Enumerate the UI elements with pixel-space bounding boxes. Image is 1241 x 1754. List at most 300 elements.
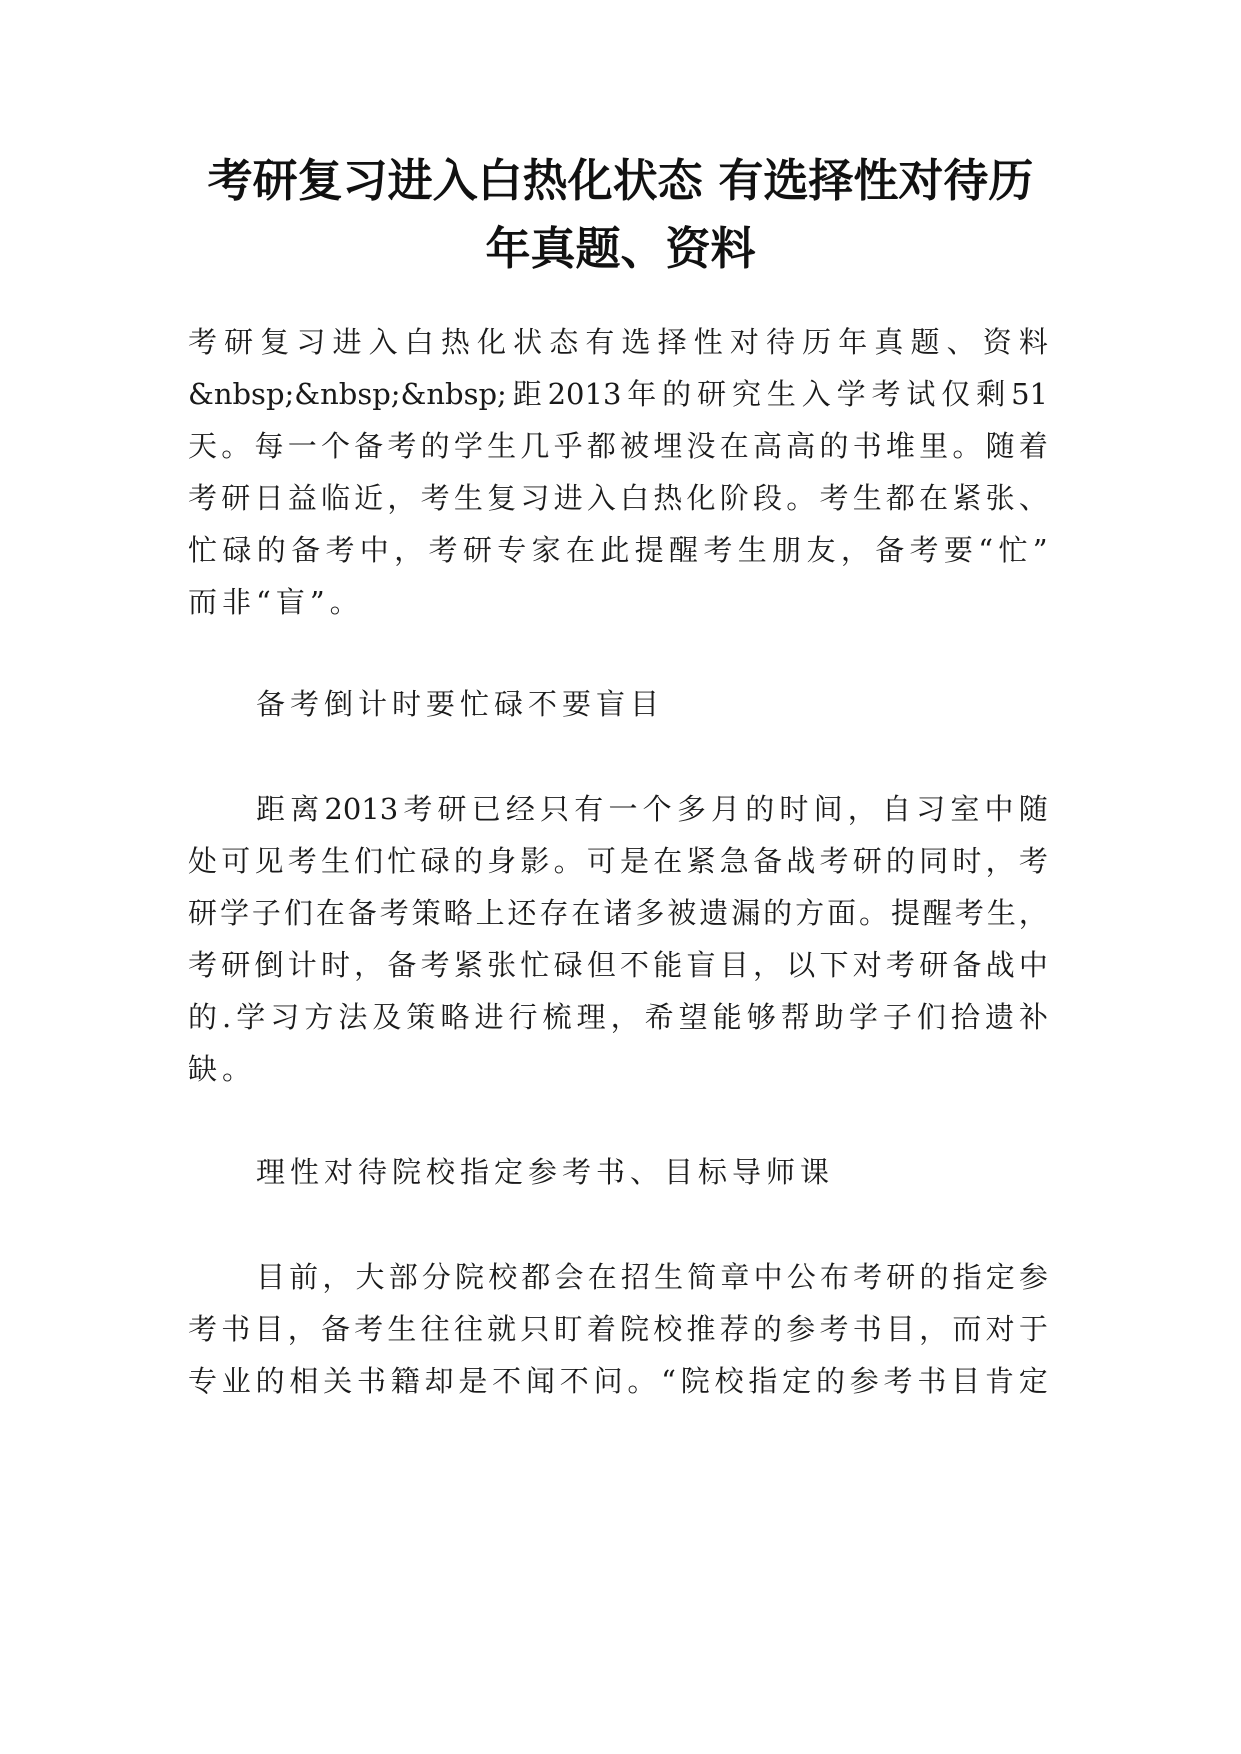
text-token: 备: [752, 844, 782, 878]
text-token: 。: [859, 896, 889, 930]
paragraph-line: [188, 377, 1048, 411]
text-token: 是: [620, 844, 650, 878]
text-token: 考: [883, 1364, 913, 1398]
text-token: 在: [565, 533, 595, 567]
text-token: 研: [852, 844, 882, 878]
text-token: 碌: [553, 948, 583, 982]
text-token: 室: [950, 792, 980, 826]
text-token: 生: [320, 844, 350, 878]
text-token: 略: [440, 1000, 470, 1034]
text-token: 间: [813, 792, 843, 826]
text-token: 考: [703, 533, 733, 567]
section-heading: 理性对待院校指定参考书、目标导师课: [256, 1155, 835, 1189]
text-token: 的: [752, 1312, 782, 1346]
text-token: 被: [667, 896, 697, 930]
text-token: 考: [871, 377, 901, 411]
text-token: 提: [634, 533, 664, 567]
text-token: 学: [219, 896, 249, 930]
text-token: 生: [487, 429, 517, 463]
text-token: 的: [256, 533, 286, 567]
text-token: 研: [221, 481, 251, 515]
text-token: 已: [471, 792, 501, 826]
text-token: 近: [354, 481, 384, 515]
text-token: 们: [916, 1000, 946, 1034]
text-token: 考: [379, 896, 409, 930]
text-token: 里: [919, 429, 949, 463]
text-token: 。: [952, 429, 982, 463]
text-token: 考: [403, 792, 433, 826]
text-token: 前: [289, 1260, 319, 1294]
text-token: 提: [890, 896, 920, 930]
text-token: 月: [711, 792, 741, 826]
text-token: 热: [440, 325, 470, 359]
text-token: 此: [600, 533, 630, 567]
text-token: 下: [819, 948, 849, 982]
text-token: 时: [320, 948, 350, 982]
text-token: ，: [287, 1312, 317, 1346]
text-token: 影: [520, 844, 550, 878]
text-token: 考: [354, 1312, 384, 1346]
text-token: 醒: [922, 896, 952, 930]
text-token: 方: [795, 896, 825, 930]
text-token: 学: [836, 377, 866, 411]
text-token: 都: [521, 1260, 551, 1294]
text-token: 书: [356, 1364, 386, 1398]
text-token: 助: [814, 1000, 844, 1034]
text-token: 们: [354, 844, 384, 878]
text-token: 书: [221, 1312, 251, 1346]
text-token: 堆: [885, 429, 915, 463]
text-token: 的: [919, 1260, 949, 1294]
text-token: 行: [508, 1000, 538, 1034]
text-token: 生: [387, 1312, 417, 1346]
text-token: 计: [287, 948, 317, 982]
text-token: 。: [627, 1364, 657, 1398]
text-token: 定: [1018, 1364, 1048, 1398]
text-token: 面: [827, 896, 857, 930]
text-token: 只: [520, 1312, 550, 1346]
text-token: ，: [919, 1312, 949, 1346]
text-token: 会: [554, 1260, 584, 1294]
text-token: 忙: [998, 533, 1028, 567]
text-token: 简: [687, 1260, 717, 1294]
text-token: 中: [359, 533, 389, 567]
text-token: 白: [404, 325, 434, 359]
text-token: 家: [531, 533, 561, 567]
text-token: 章: [720, 1260, 750, 1294]
text-token: 不: [620, 948, 650, 982]
text-token: 的: [188, 1000, 218, 1034]
paragraph-line: [188, 481, 1048, 515]
text-token: 荐: [719, 1312, 749, 1346]
text-token: 校: [488, 1260, 518, 1294]
text-token: 考: [954, 896, 984, 930]
text-token: 不: [559, 1364, 589, 1398]
text-token: 公: [786, 1260, 816, 1294]
text-token: 要: [943, 533, 973, 567]
text-token: 张: [487, 948, 517, 982]
text-token: 见: [254, 844, 284, 878]
text-token: 没: [686, 429, 716, 463]
text-token: 几: [520, 429, 550, 463]
text-token: 经: [505, 792, 535, 826]
text-token: 2013: [547, 377, 622, 411]
text-token: 存: [539, 896, 569, 930]
paragraph-line: 而非“盲”。: [188, 585, 364, 619]
text-token: 够: [746, 1000, 776, 1034]
text-token: 进: [474, 1000, 504, 1034]
text-token: 书: [852, 429, 882, 463]
text-token: 的: [763, 896, 793, 930]
text-token: 能: [712, 1000, 742, 1034]
text-token: 自: [881, 792, 911, 826]
text-token: 的: [815, 1364, 845, 1398]
text-token: 距: [512, 377, 542, 411]
text-token: 略: [443, 896, 473, 930]
text-token: 备: [952, 948, 982, 982]
text-token: 战: [786, 844, 816, 878]
text-token: 目: [951, 1364, 981, 1398]
text-token: “: [978, 533, 994, 567]
text-token: 目: [256, 1260, 286, 1294]
text-token: 的: [819, 429, 849, 463]
text-token: ，: [387, 481, 417, 515]
text-token: 中: [1018, 948, 1048, 982]
text-token: 时: [952, 844, 982, 878]
text-token: 盲: [686, 948, 716, 982]
text-token: 研: [221, 948, 251, 982]
text-token: 考: [420, 481, 450, 515]
text-token: 题: [910, 325, 940, 359]
text-token: 布: [819, 1260, 849, 1294]
text-token: 备: [354, 429, 384, 463]
text-token: 着: [1018, 429, 1048, 463]
text-token: 选: [621, 325, 651, 359]
paragraph-line: [188, 533, 1048, 567]
text-token: 考: [1018, 844, 1048, 878]
text-token: 院: [620, 1312, 650, 1346]
text-token: 生: [766, 377, 796, 411]
text-token: 补: [1018, 1000, 1048, 1034]
text-token: 研: [462, 533, 492, 567]
text-token: 帮: [780, 1000, 810, 1034]
text-token: 但: [586, 948, 616, 982]
text-token: 望: [678, 1000, 708, 1034]
text-token: 校: [653, 1312, 683, 1346]
text-token: 的: [453, 844, 483, 878]
text-token: 状: [513, 325, 543, 359]
text-token: 参: [786, 1312, 816, 1346]
text-token: 生: [453, 481, 483, 515]
text-token: 复: [487, 481, 517, 515]
text-token: 不: [492, 1364, 522, 1398]
text-token: 待: [766, 325, 796, 359]
text-token: 校: [714, 1364, 744, 1398]
text-token: 诸: [603, 896, 633, 930]
text-token: 复: [260, 325, 290, 359]
text-token: 距: [256, 792, 286, 826]
text-token: 法: [338, 1000, 368, 1034]
text-token: 紧: [453, 948, 483, 982]
text-token: 习: [296, 325, 326, 359]
text-token: 的: [662, 377, 692, 411]
text-token: 研: [919, 948, 949, 982]
text-token: 处: [188, 844, 218, 878]
text-token: 年: [838, 325, 868, 359]
text-token: 临: [320, 481, 350, 515]
text-token: 肯: [984, 1364, 1014, 1398]
text-token: 备: [875, 533, 905, 567]
text-token: 学: [236, 1000, 266, 1034]
text-token: 友: [806, 533, 836, 567]
text-token: 研: [437, 792, 467, 826]
text-token: 参: [849, 1364, 879, 1398]
document-title-line-2: 年真题、资料: [485, 222, 756, 275]
text-token: 入: [801, 377, 831, 411]
text-token: 张: [985, 481, 1015, 515]
text-token: 、: [1018, 481, 1048, 515]
text-token: 试: [906, 377, 936, 411]
text-token: 目: [885, 1312, 915, 1346]
text-token: 于: [1018, 1312, 1048, 1346]
text-token: 还: [507, 896, 537, 930]
text-token: 仅: [941, 377, 971, 411]
text-token: 院: [680, 1364, 710, 1398]
text-token: 同: [919, 844, 949, 878]
text-token: 紧: [686, 844, 716, 878]
text-token: 个: [320, 429, 350, 463]
text-token: 的: [255, 1364, 285, 1398]
text-token: 院: [455, 1260, 485, 1294]
text-token: 在: [587, 1260, 617, 1294]
text-token: 及: [372, 1000, 402, 1034]
text-token: 性: [693, 325, 723, 359]
text-token: 方: [304, 1000, 334, 1034]
text-token: 考: [188, 325, 218, 359]
text-token: 拾: [950, 1000, 980, 1034]
text-token: 研: [697, 377, 727, 411]
text-token: 上: [475, 896, 505, 930]
text-token: 倒: [254, 948, 284, 982]
text-token: 专: [497, 533, 527, 567]
text-token: 。: [553, 844, 583, 878]
text-token: 历: [802, 325, 832, 359]
text-token: .: [222, 1000, 232, 1034]
text-token: 在: [315, 896, 345, 930]
text-token: 着: [586, 1312, 616, 1346]
text-token: 往: [420, 1312, 450, 1346]
text-token: 书: [917, 1364, 947, 1398]
text-token: 多: [676, 792, 706, 826]
text-token: 招: [620, 1260, 650, 1294]
text-token: 专: [188, 1364, 218, 1398]
text-token: 在: [653, 844, 683, 878]
text-token: 高: [752, 429, 782, 463]
text-token: 考: [853, 1260, 883, 1294]
text-token: 真: [874, 325, 904, 359]
text-token: 2013: [324, 792, 399, 826]
text-token: 有: [585, 325, 615, 359]
text-token: &nbsp;&nbsp;&nbsp;: [188, 377, 507, 411]
text-token: 都: [885, 481, 915, 515]
text-token: 策: [411, 896, 441, 930]
paragraph-line: [256, 1260, 1048, 1294]
text-token: 考: [387, 429, 417, 463]
paragraph-line: [188, 896, 1048, 930]
text-token: ，: [322, 1260, 352, 1294]
text-token: 籍: [390, 1364, 420, 1398]
text-token: 醒: [669, 533, 699, 567]
text-token: 都: [586, 429, 616, 463]
text-token: ，: [985, 844, 1015, 878]
text-token: 只: [540, 792, 570, 826]
text-token: 考: [909, 533, 939, 567]
text-token: 遗: [984, 1000, 1014, 1034]
text-token: 考: [287, 844, 317, 878]
text-token: 考: [428, 533, 458, 567]
text-token: 推: [686, 1312, 716, 1346]
text-token: 定: [985, 1260, 1015, 1294]
text-token: 部: [388, 1260, 418, 1294]
text-token: 考: [819, 844, 849, 878]
text-token: 忙: [520, 948, 550, 982]
text-token: 年: [627, 377, 657, 411]
text-token: 书: [852, 1312, 882, 1346]
text-token: 化: [686, 481, 716, 515]
text-token: 可: [586, 844, 616, 878]
text-token: 习: [270, 1000, 300, 1034]
text-token: 生: [852, 481, 882, 515]
text-token: 闻: [525, 1364, 555, 1398]
text-token: 碌: [420, 844, 450, 878]
text-token: 战: [985, 948, 1015, 982]
text-token: 进: [332, 325, 362, 359]
paragraph-line: [188, 1000, 1048, 1034]
text-token: 入: [586, 481, 616, 515]
text-token: 子: [251, 896, 281, 930]
text-token: 态: [549, 325, 579, 359]
paragraph-line: [188, 948, 1048, 982]
text-token: 研: [188, 896, 218, 930]
text-token: 随: [1018, 792, 1048, 826]
text-token: 高: [786, 429, 816, 463]
text-token: 料: [1018, 325, 1048, 359]
text-token: 离: [290, 792, 320, 826]
text-token: 考: [885, 948, 915, 982]
text-token: 日: [254, 481, 284, 515]
paragraph-line: [188, 1364, 1048, 1398]
text-token: 研: [224, 325, 254, 359]
text-token: ，: [610, 1000, 640, 1034]
text-token: 学: [453, 429, 483, 463]
text-token: 却: [424, 1364, 454, 1398]
text-token: 备: [347, 896, 377, 930]
text-token: 希: [644, 1000, 674, 1034]
text-token: 分: [421, 1260, 451, 1294]
text-token: 考: [819, 1312, 849, 1346]
text-token: 目: [254, 1312, 284, 1346]
text-token: 碌: [222, 533, 252, 567]
text-token: 子: [882, 1000, 912, 1034]
text-token: 而: [952, 1312, 982, 1346]
text-token: 究: [731, 377, 761, 411]
text-token: 备: [320, 1312, 350, 1346]
text-token: ，: [752, 948, 782, 982]
text-token: 。: [221, 429, 251, 463]
text-token: 生: [737, 533, 767, 567]
paragraph-line: [188, 844, 1048, 878]
text-token: 考: [819, 481, 849, 515]
text-token: 就: [487, 1312, 517, 1346]
text-token: 业: [221, 1364, 251, 1398]
text-token: 关: [323, 1364, 353, 1398]
text-token: 遗: [699, 896, 729, 930]
text-token: 被: [620, 429, 650, 463]
text-token: 有: [574, 792, 604, 826]
section-heading: 备考倒计时要忙碌不要盲目: [256, 687, 665, 721]
text-token: 入: [368, 325, 398, 359]
paragraph-line: 缺。: [188, 1052, 257, 1086]
text-token: 盯: [553, 1312, 583, 1346]
text-token: 考: [325, 533, 355, 567]
text-token: 考: [188, 948, 218, 982]
text-token: 对: [985, 1312, 1015, 1346]
text-token: 以: [786, 948, 816, 982]
text-token: 们: [283, 896, 313, 930]
text-token: 对: [852, 948, 882, 982]
text-token: ，: [354, 948, 384, 982]
text-token: 阶: [719, 481, 749, 515]
text-token: 白: [620, 481, 650, 515]
text-token: 能: [653, 948, 683, 982]
text-token: 身: [487, 844, 517, 878]
text-token: 考: [420, 948, 450, 982]
text-token: 生: [986, 896, 1016, 930]
text-token: 往: [453, 1312, 483, 1346]
text-token: 段: [752, 481, 782, 515]
paragraph-line: [256, 792, 1048, 826]
text-token: 相: [289, 1364, 319, 1398]
text-token: 进: [553, 481, 583, 515]
text-token: 梳: [542, 1000, 572, 1034]
text-token: 热: [653, 481, 683, 515]
text-token: 在: [571, 896, 601, 930]
text-token: 指: [952, 1260, 982, 1294]
text-token: 策: [406, 1000, 436, 1034]
text-token: 生: [654, 1260, 684, 1294]
text-token: 埋: [653, 429, 683, 463]
text-token: 理: [576, 1000, 606, 1034]
text-token: 急: [719, 844, 749, 878]
text-token: 剩: [976, 377, 1006, 411]
text-token: 中: [753, 1260, 783, 1294]
text-token: 目: [719, 948, 749, 982]
text-token: 的: [420, 429, 450, 463]
text-token: 天: [188, 429, 218, 463]
text-token: 研: [886, 1260, 916, 1294]
text-token: ，: [840, 533, 870, 567]
text-token: 、: [946, 325, 976, 359]
text-token: 忙: [188, 533, 218, 567]
text-token: 的: [885, 844, 915, 878]
paragraph-line: [188, 1312, 1048, 1346]
text-token: 考: [188, 481, 218, 515]
text-token: 时: [779, 792, 809, 826]
text-token: 51: [1011, 377, 1048, 411]
text-token: 朋: [772, 533, 802, 567]
text-token: ”: [1032, 533, 1048, 567]
text-token: 可: [221, 844, 251, 878]
